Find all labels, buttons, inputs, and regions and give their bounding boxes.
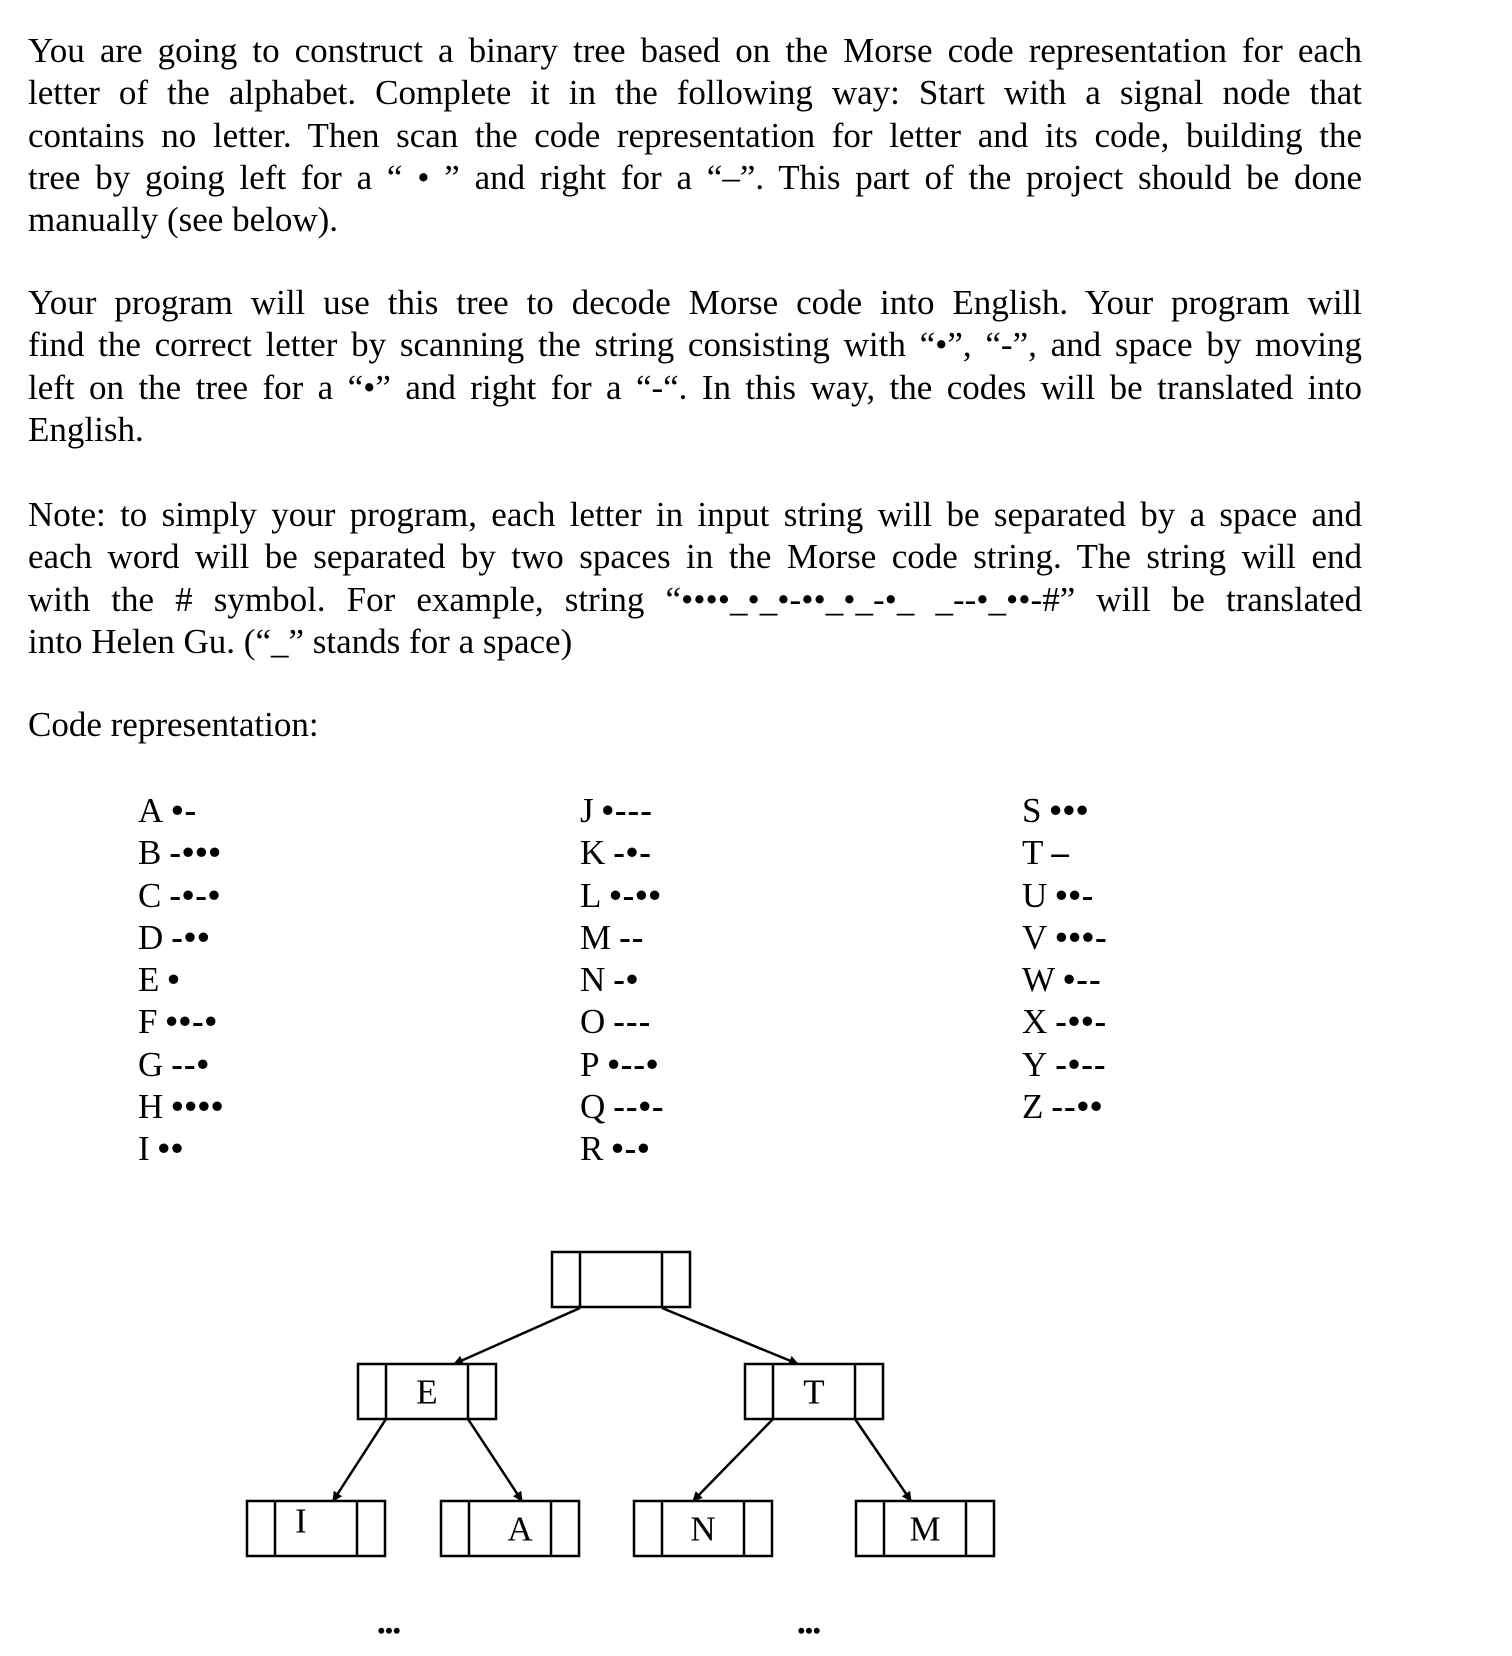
paragraph-line: contains no letter. Then scan the code representation for letter and its code, building the — [28, 115, 1362, 155]
tree-node-letter: A — [507, 1509, 533, 1549]
tree-node-letter: E — [416, 1372, 438, 1412]
code-letter: E — [138, 960, 160, 1000]
code-letter: Z — [1022, 1087, 1044, 1127]
code-letter: L — [580, 875, 602, 915]
morse-code: --- — [613, 1002, 652, 1042]
morse-code: -••• — [169, 833, 222, 873]
code-letter: H — [138, 1087, 164, 1127]
code-letter: K — [580, 833, 606, 873]
paragraph-line: tree by going left for a “ • ” and right for a “–”. This part of the project should be done — [28, 157, 1362, 197]
tree-edge-arrow — [693, 1419, 773, 1501]
paragraph-line: English. — [28, 409, 144, 449]
paragraph-line: Note: to simply your program, each letter in input string will be separated by a space and — [28, 495, 1362, 534]
morse-code: • — [167, 960, 181, 1000]
morse-code: •-•• — [609, 875, 662, 915]
code-letter: J — [580, 791, 594, 830]
tree-continuation-ellipsis: ••• — [377, 1618, 401, 1643]
tree-node-letter: I — [295, 1501, 307, 1541]
paragraph-line: You are going to construct a binary tree based on the Morse code representation for each — [28, 31, 1362, 70]
morse-code: •-- — [1063, 960, 1102, 1000]
morse-code: – — [1051, 833, 1070, 873]
code-letter: N — [580, 960, 606, 1000]
tree-node-letter: N — [690, 1509, 716, 1549]
morse-code: -• — [613, 960, 640, 1000]
paragraph-line: left on the tree for a “•” and right for a “-“. In this way, the codes will be translated into — [28, 367, 1362, 407]
morse-code: •- — [171, 791, 198, 830]
tree-node-m — [856, 1501, 994, 1556]
tree-node-letter: T — [803, 1372, 825, 1412]
paragraph-line: with the # symbol. For example, string “••••_•_•-••_•_-•_ _--•_••-#” will be translated — [28, 579, 1362, 619]
morse-code: •••• — [171, 1087, 225, 1127]
morse-code: -•• — [171, 917, 211, 957]
paragraph-line: manually (see below). — [28, 200, 339, 240]
code-letter: Y — [1022, 1044, 1048, 1084]
code-letter: V — [1022, 917, 1048, 957]
code-letter: X — [1022, 1002, 1048, 1042]
paragraph-line: each word will be separated by two spaces in the Morse code string. The string will end — [28, 537, 1362, 577]
code-letter: U — [1022, 875, 1048, 915]
tree-edge-arrow — [662, 1308, 798, 1364]
morse-code: -•-- — [1055, 1044, 1107, 1084]
code-letter: G — [138, 1044, 164, 1084]
tree-continuation-ellipsis: ••• — [797, 1618, 821, 1643]
morse-code: --• — [171, 1044, 210, 1084]
tree-node-e — [358, 1364, 496, 1419]
code-letter: M — [580, 917, 612, 957]
tree-node-letter: M — [909, 1509, 941, 1549]
tree-node-n — [634, 1501, 772, 1556]
code-letter: Q — [580, 1087, 606, 1127]
morse-code: ••- — [1055, 875, 1095, 915]
paragraph-line: find the correct letter by scanning the string consisting with “•”, “-”, and space by moving — [28, 325, 1362, 365]
code-letter: F — [138, 1002, 158, 1042]
code-letter: B — [138, 833, 162, 873]
paragraph-line: Your program will use this tree to decode Morse code into English. Your program will — [28, 283, 1362, 322]
code-letter: W — [1022, 960, 1056, 1000]
tree-node-root — [552, 1252, 690, 1307]
tree-edge-arrow — [855, 1419, 911, 1501]
morse-code: --•• — [1051, 1087, 1104, 1127]
tree-edge-arrow — [333, 1419, 386, 1501]
tree-node-t — [745, 1364, 883, 1419]
morse-code: -••- — [1055, 1002, 1108, 1042]
code-letter: O — [580, 1002, 606, 1042]
code-letter: D — [138, 917, 164, 957]
morse-code: •-• — [611, 1129, 651, 1169]
morse-code: •--- — [601, 791, 653, 830]
morse-code: -- — [619, 917, 645, 957]
morse-code: •• — [157, 1129, 185, 1169]
morse-code: -•- — [613, 833, 652, 873]
morse-code: -•-• — [169, 875, 222, 915]
tree-node-i — [247, 1501, 385, 1556]
code-letter: R — [580, 1129, 604, 1169]
tree-edge-arrow — [454, 1308, 580, 1364]
code-letter: A — [138, 791, 164, 830]
morse-code: •--• — [607, 1044, 660, 1084]
paragraph-line: into Helen Gu. (“_” stands for a space) — [28, 621, 573, 661]
code-letter: C — [138, 875, 162, 915]
tree-edge-arrow — [468, 1419, 522, 1501]
code-representation-heading: Code representation: — [28, 705, 319, 744]
morse-code: ••-• — [165, 1002, 218, 1042]
morse-code: ••• — [1049, 791, 1090, 830]
tree-node-a — [441, 1501, 579, 1556]
code-letter: I — [138, 1129, 150, 1169]
paragraph-line: letter of the alphabet. Complete it in the following way: Start with a signal node that — [28, 73, 1362, 113]
code-letter: T — [1022, 833, 1044, 873]
code-letter: P — [580, 1044, 600, 1084]
morse-code: --•- — [613, 1087, 665, 1127]
morse-code: •••- — [1055, 917, 1108, 957]
code-letter: S — [1022, 791, 1042, 830]
